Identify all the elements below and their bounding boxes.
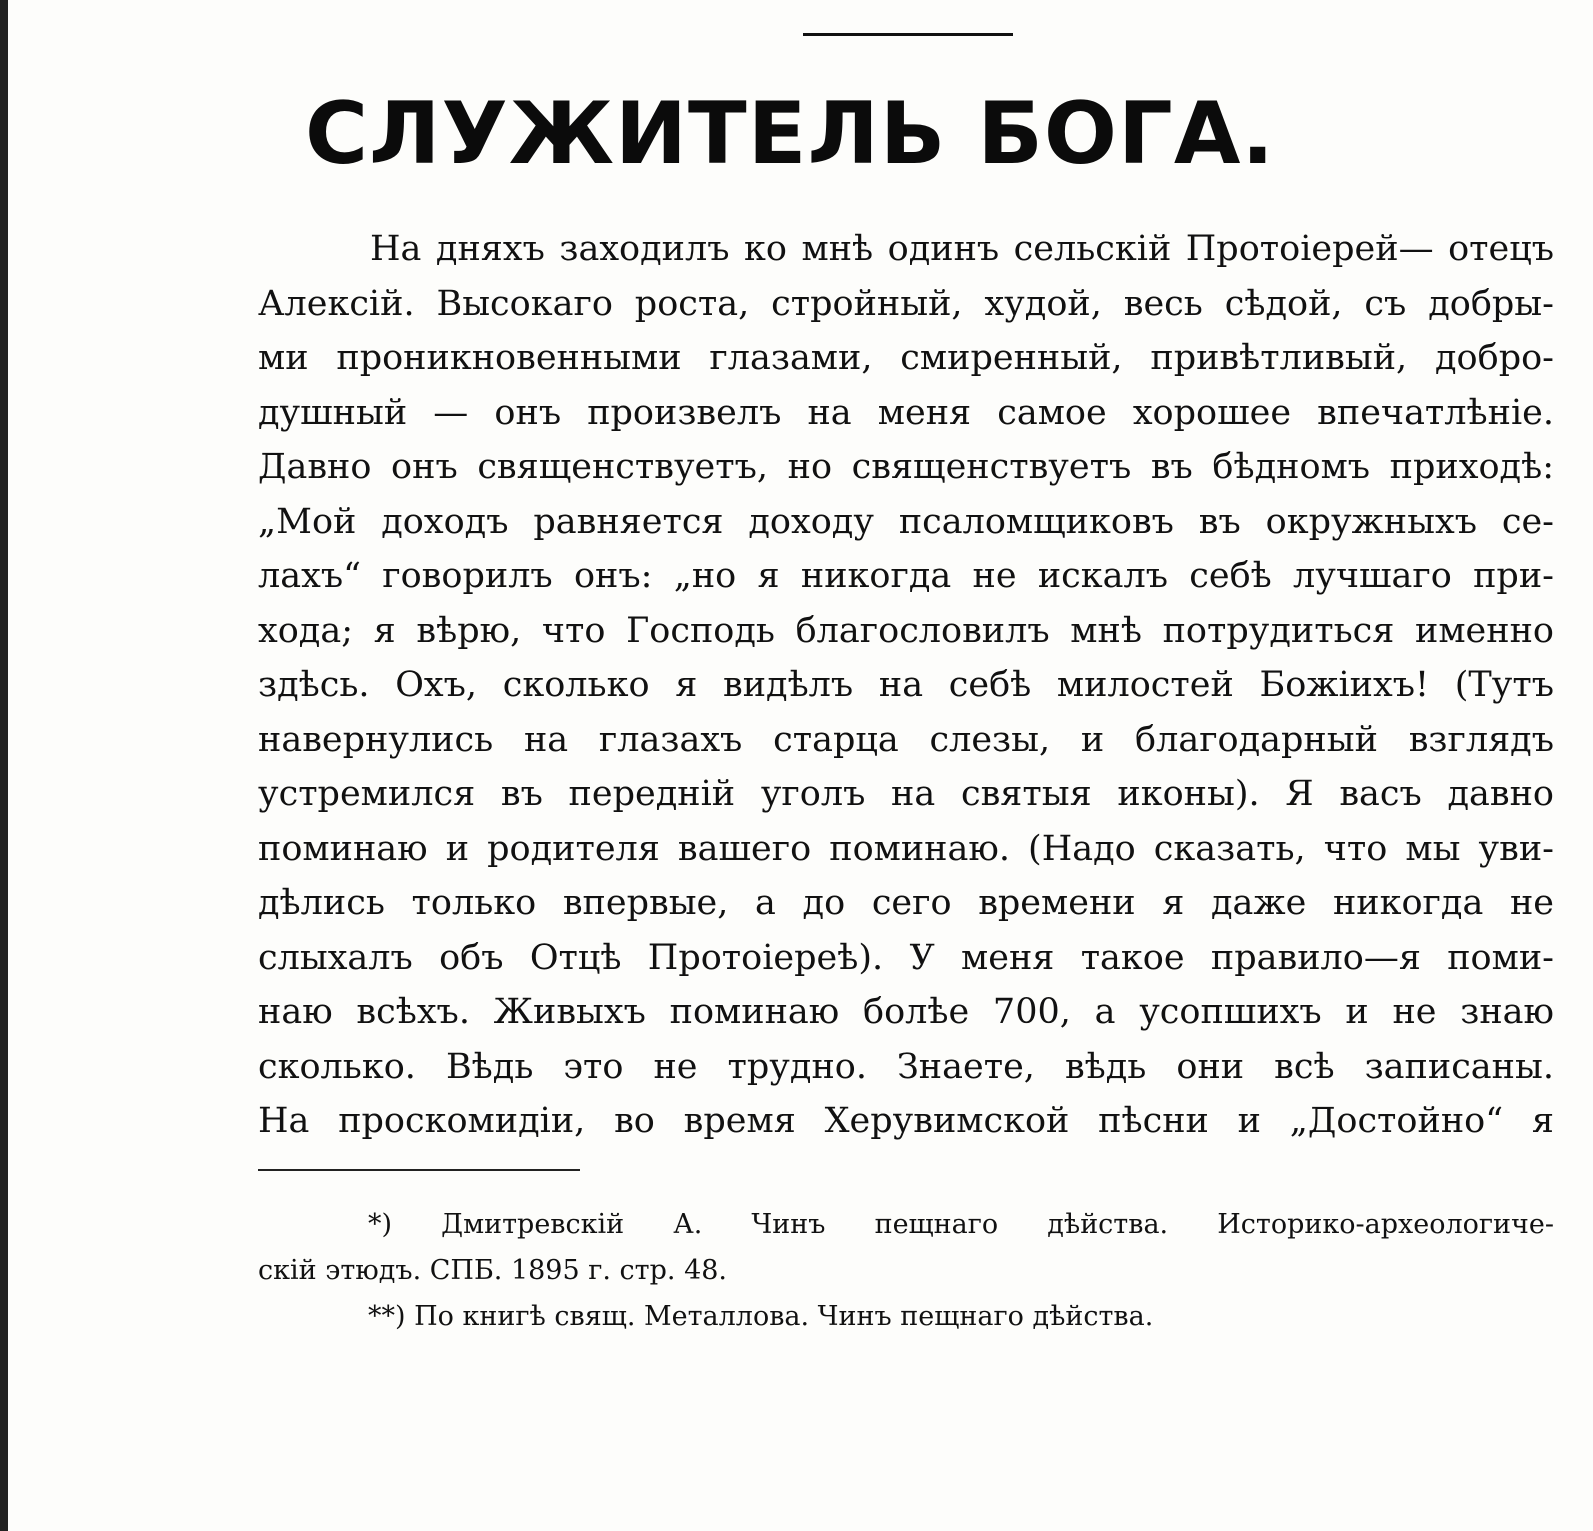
- body-line: сколько. Вѣдь это не трудно. Знаете, вѣдь они всѣ записаны.: [258, 1046, 1554, 1087]
- page-left-edge: [0, 0, 8, 1531]
- body-line: хода; я вѣрю, что Господь благословилъ мнѣ потрудиться именно: [258, 610, 1554, 651]
- body-line: навернулись на глазахъ старца слезы, и благодарный взглядъ: [258, 719, 1554, 760]
- body-line: поминаю и родителя вашего поминаю. (Надо сказать, что мы уви-: [258, 828, 1554, 869]
- body-line: здѣсь. Охъ, сколько я видѣлъ на себѣ милостей Божіихъ! (Тутъ: [258, 665, 1554, 705]
- body-line: дѣлись только впервые, а до сего времени я даже никогда не: [258, 883, 1554, 923]
- body-line: На дняхъ заходилъ ко мнѣ одинъ сельскій Протоіерей— отецъ: [370, 229, 1554, 269]
- top-rule: [803, 33, 1013, 36]
- body-line: ми проникновенными глазами, смиренный, привѣтливый, добро-: [258, 338, 1554, 378]
- body-line: „Мой доходъ равняется доходу псаломщиковъ въ окружныхъ се-: [258, 501, 1554, 542]
- footnotes: [258, 1202, 1554, 1340]
- body-line: лахъ“ говорилъ онъ: „но я никогда не искалъ себѣ лучшаго при-: [258, 556, 1554, 596]
- body-line: Алексій. Высокаго роста, стройный, худой, весь сѣдой, съ добры-: [258, 283, 1554, 324]
- body-line: наю всѣхъ. Живыхъ поминаю болѣе 700, а усопшихъ и не знаю: [258, 992, 1554, 1032]
- page-title: СЛУЖИТЕЛЬ БОГА.: [304, 84, 1276, 184]
- footnote-1-line-1: *) Дмитревскій А. Чинъ пещнаго дѣйства. Историко-археологиче-: [368, 1209, 1554, 1240]
- body-line: душный — онъ произвелъ на меня самое хорошее впечатлѣніе.: [258, 392, 1554, 433]
- body-line: слыхалъ объ Отцѣ Протоіереѣ). У меня такое правило—я поми-: [258, 937, 1554, 978]
- article-body: [258, 222, 1554, 1149]
- footnote-1-line-2: скій этюдъ. СПБ. 1895 г. стр. 48.: [258, 1255, 728, 1286]
- body-line: Давно онъ священствуетъ, но священствуетъ въ бѣдномъ приходѣ:: [258, 447, 1554, 487]
- footnote-separator: [258, 1169, 580, 1171]
- body-line: устремился въ передній уголъ на святыя иконы). Я васъ давно: [258, 774, 1554, 814]
- body-line: На проскомидіи, во время Херувимской пѣсни и „Достойно“ я: [258, 1101, 1554, 1141]
- footnote-2: **) По книгѣ свящ. Металлова. Чинъ пещнаго дѣйства.: [368, 1301, 1154, 1332]
